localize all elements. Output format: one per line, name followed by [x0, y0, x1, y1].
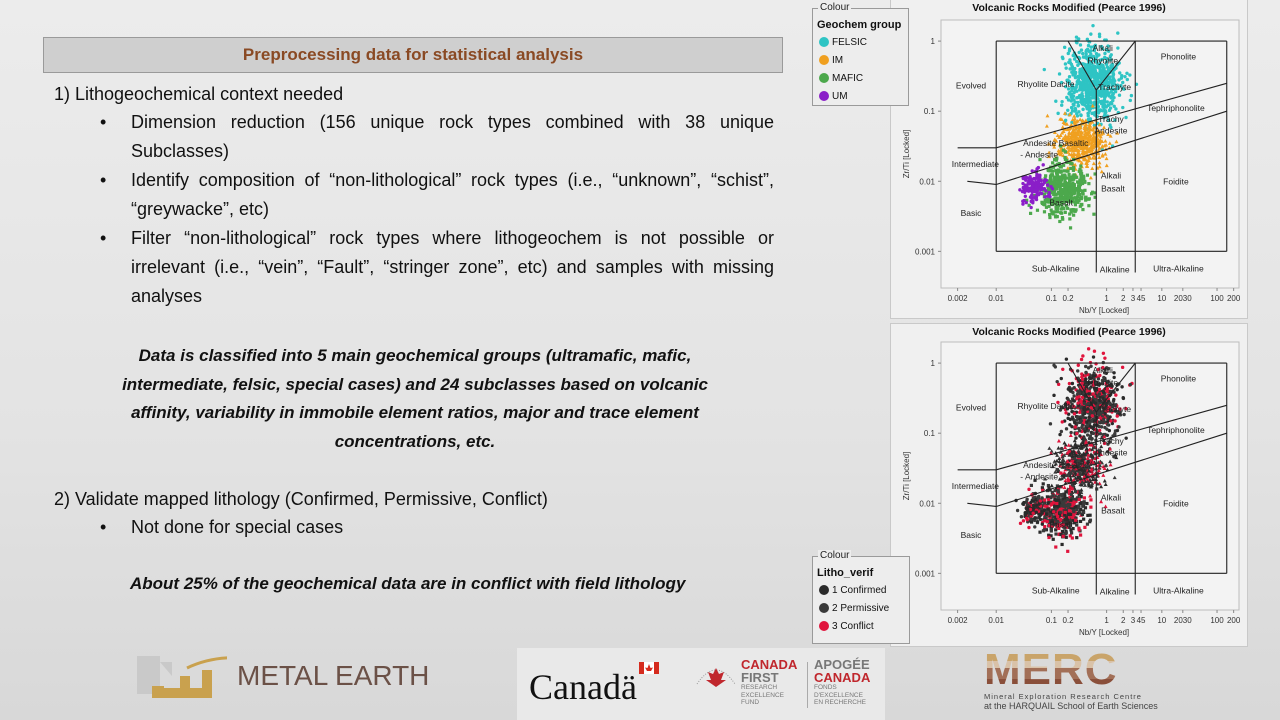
- chart-title: Volcanic Rocks Modified (Pearce 1996): [972, 2, 1166, 14]
- svg-text:Nb/Y [Locked]: Nb/Y [Locked]: [1079, 628, 1130, 637]
- legend-swatch-icon: [819, 91, 829, 101]
- cfref-small: EXCELLENCE: [741, 691, 784, 699]
- canada-cfref-logos: [517, 648, 885, 720]
- svg-text:10: 10: [1157, 294, 1167, 303]
- merc-wordmark: MERC: [984, 648, 1180, 692]
- cfref-text-fr: [814, 658, 870, 707]
- legend-label: UM: [832, 90, 848, 102]
- svg-text:1: 1: [930, 37, 935, 47]
- svg-text:0.1: 0.1: [1045, 616, 1057, 625]
- svg-text:45: 45: [1136, 616, 1146, 625]
- field-label: Alkali: [1092, 365, 1113, 376]
- legend-item[interactable]: [819, 581, 909, 599]
- cfref-small: FUND: [741, 699, 760, 706]
- field-label: Tephriphonolite: [1147, 425, 1205, 436]
- field-label: Intermediate: [951, 480, 1000, 491]
- cfref-text: [741, 658, 797, 707]
- field-label: Phonolite: [1160, 373, 1197, 384]
- section-1-bullets: [54, 108, 774, 311]
- cfref-line2: FIRST: [741, 670, 779, 685]
- field-label: Evolved: [955, 402, 987, 413]
- slide-title: Preprocessing data for statistical analysis: [43, 37, 783, 73]
- field-label: Alkali: [1100, 492, 1122, 503]
- legend-swatch-icon: [819, 55, 829, 65]
- cfref-fr-line2: CANADA: [814, 670, 871, 685]
- svg-text:0.001: 0.001: [914, 247, 935, 257]
- classification-summary: Data is classified into 5 main geochemical groups (ultramafic, mafic, intermediate, felsic, special cases) and 24 subclasses based on volcanic affinity, variability in immobile element ratios, major and trace element concentrations, etc.: [122, 346, 708, 451]
- svg-text:0.1: 0.1: [1045, 294, 1057, 303]
- svg-text:200: 200: [1226, 294, 1241, 303]
- cfref-small: D'EXCELLENCE: [814, 691, 863, 699]
- svg-text:100: 100: [1210, 616, 1224, 625]
- field-label: Rhyolite: [1087, 55, 1119, 66]
- scatter-plot-geochem[interactable]: [891, 0, 1247, 318]
- field-label: Alkaline: [1099, 264, 1130, 275]
- conflict-summary: About 25% of the geochemical data are in conflict with field lithology: [130, 574, 686, 593]
- cfref-small: FONDS: [814, 684, 837, 691]
- svg-text:0.01: 0.01: [988, 616, 1004, 625]
- field-label: Basalt: [1049, 519, 1073, 530]
- svg-text:3: 3: [1130, 616, 1136, 625]
- canada-wordmark: Canadä: [529, 667, 637, 707]
- legend-label: 3 Conflict: [832, 620, 874, 632]
- svg-text:0.002: 0.002: [947, 616, 968, 625]
- field-label: Andesite: [1094, 125, 1128, 136]
- legend-item[interactable]: [819, 51, 908, 69]
- field-label: Andesite Basaltic: [1023, 459, 1089, 470]
- legend-item[interactable]: [819, 87, 908, 105]
- field-label: - Andesite: [1020, 471, 1059, 482]
- svg-text:100: 100: [1210, 294, 1224, 303]
- chart-panel-litho-verif: [890, 323, 1248, 647]
- section-2-bullets: [54, 513, 774, 542]
- bullet-item: • Not done for special cases: [100, 513, 774, 542]
- svg-text:0.2: 0.2: [1062, 616, 1074, 625]
- legend-swatch-icon: [819, 37, 829, 47]
- svg-text:0.002: 0.002: [947, 294, 968, 303]
- logo-footer: [0, 640, 1280, 720]
- field-label: Basic: [960, 207, 982, 218]
- field-label: Alkali: [1100, 170, 1122, 181]
- svg-text:10: 10: [1157, 616, 1167, 625]
- svg-text:Zr/Ti [Locked]: Zr/Ti [Locked]: [902, 451, 911, 501]
- svg-text:0.1: 0.1: [923, 429, 935, 439]
- field-label: Basalt: [1101, 505, 1125, 516]
- field-label: Tephriphonolite: [1147, 103, 1205, 114]
- svg-text:2030: 2030: [1173, 294, 1192, 303]
- legend-label: FELSIC: [832, 36, 868, 48]
- metal-earth-mark-icon: [132, 646, 227, 706]
- field-label: Alkali: [1092, 43, 1113, 54]
- merc-logo: [984, 645, 1180, 720]
- field-label: Intermediate: [951, 158, 1000, 169]
- canada-flag-icon: [639, 662, 659, 674]
- scatter-plot-litho-verif[interactable]: [891, 324, 1247, 646]
- legend-label: 2 Permissive: [832, 602, 890, 614]
- maple-leaf-icon: [693, 654, 739, 698]
- field-label: Sub-Alkaline: [1031, 585, 1080, 596]
- cfref-fr-line1: APOGÉE: [814, 657, 870, 672]
- field-label: Basalt: [1101, 183, 1125, 194]
- field-label: Andesite Basaltic: [1023, 137, 1089, 148]
- legend-label: MAFIC: [832, 72, 864, 84]
- section-1-heading: 1) Lithogeochemical context needed: [54, 84, 344, 104]
- chart-panel-geochem: [890, 0, 1248, 319]
- legend-heading: Litho_verif: [817, 567, 874, 579]
- svg-text:0.01: 0.01: [919, 499, 935, 509]
- svg-text:2: 2: [1121, 294, 1126, 303]
- bullet-item: • Identify composition of “non-lithological” rock types (i.e., “unknown”, “schist”, “greywacke”, etc): [100, 166, 774, 224]
- svg-text:Nb/Y [Locked]: Nb/Y [Locked]: [1079, 306, 1130, 315]
- legend-item[interactable]: [819, 617, 909, 635]
- svg-text:3: 3: [1130, 294, 1136, 303]
- cfref-line1: CANADA: [741, 657, 798, 672]
- field-label: Trachyte: [1098, 82, 1132, 93]
- svg-text:Zr/Ti [Locked]: Zr/Ti [Locked]: [902, 129, 911, 179]
- legend-label: IM: [832, 54, 844, 66]
- legend-swatch-icon: [819, 621, 829, 631]
- legend-label: 1 Confirmed: [832, 584, 887, 596]
- field-label: Foidite: [1163, 176, 1189, 187]
- legend-heading: Geochem group: [817, 19, 902, 31]
- svg-text:1: 1: [930, 359, 935, 369]
- legend-geochem-group: [812, 2, 909, 106]
- metal-earth-wordmark: METAL EARTH: [237, 660, 430, 691]
- legend-item[interactable]: [819, 69, 908, 87]
- cfref-divider: [807, 662, 808, 708]
- field-label: Ultra-Alkaline: [1153, 263, 1204, 274]
- cfref-small: EN RECHERCHE: [814, 699, 867, 706]
- svg-text:200: 200: [1226, 616, 1241, 625]
- legend-caption: Colour: [820, 2, 850, 13]
- field-label: Basic: [960, 529, 982, 540]
- svg-text:45: 45: [1136, 294, 1146, 303]
- svg-text:2030: 2030: [1173, 616, 1192, 625]
- legend-item[interactable]: [819, 599, 909, 617]
- field-label: Ultra-Alkaline: [1153, 585, 1204, 596]
- legend-swatch-icon: [819, 585, 829, 595]
- section-2-heading: 2) Validate mapped lithology (Confirmed, Permissive, Conflict): [54, 489, 548, 509]
- field-label: Rhyolite: [1087, 377, 1119, 388]
- cfref-small: RESEARCH: [741, 684, 778, 691]
- merc-subtitle: Mineral Exploration Research Centre: [984, 692, 1142, 701]
- svg-text:0.01: 0.01: [919, 177, 935, 187]
- field-label: - Andesite: [1020, 149, 1059, 160]
- svg-text:0.001: 0.001: [914, 569, 935, 579]
- legend-caption: Colour: [820, 550, 850, 561]
- field-label: Andesite: [1094, 447, 1128, 458]
- field-label: Evolved: [955, 80, 987, 91]
- svg-text:1: 1: [1104, 616, 1109, 625]
- field-label: Trachy: [1098, 114, 1124, 125]
- chart-title: Volcanic Rocks Modified (Pearce 1996): [972, 326, 1166, 338]
- svg-text:0.2: 0.2: [1062, 294, 1074, 303]
- metal-earth-logo: [132, 646, 429, 706]
- bullet-item: • Filter “non-lithological” rock types where lithogeochem is not possible or irrelevant (i.e., “vein”, “Fault”, “stringer zone”, etc) and samples with missing analyses: [100, 224, 774, 311]
- svg-text:0.1: 0.1: [923, 107, 935, 117]
- field-label: Basalt: [1049, 197, 1073, 208]
- legend-item[interactable]: [819, 33, 908, 51]
- field-label: Trachyte: [1098, 404, 1132, 415]
- svg-text:1: 1: [1104, 294, 1109, 303]
- legend-swatch-icon: [819, 603, 829, 613]
- field-label: Sub-Alkaline: [1031, 263, 1080, 274]
- merc-subtitle-2: at the HARQUAIL School of Earth Sciences: [984, 701, 1158, 711]
- field-label: Foidite: [1163, 498, 1189, 509]
- legend-litho-verif: [812, 550, 910, 644]
- legend-swatch-icon: [819, 73, 829, 83]
- field-label: Alkaline: [1099, 586, 1130, 597]
- field-label: Trachy: [1098, 436, 1124, 447]
- section-2: [54, 485, 774, 542]
- svg-text:2: 2: [1121, 616, 1126, 625]
- field-label: Phonolite: [1160, 51, 1197, 62]
- bullet-item: • Dimension reduction (156 unique rock types combined with 38 unique Subclasses): [100, 108, 774, 166]
- field-label: Rhyolite Dacite: [1017, 401, 1075, 412]
- svg-text:0.01: 0.01: [988, 294, 1004, 303]
- section-1: [54, 80, 774, 311]
- field-label: Rhyolite Dacite: [1017, 79, 1075, 90]
